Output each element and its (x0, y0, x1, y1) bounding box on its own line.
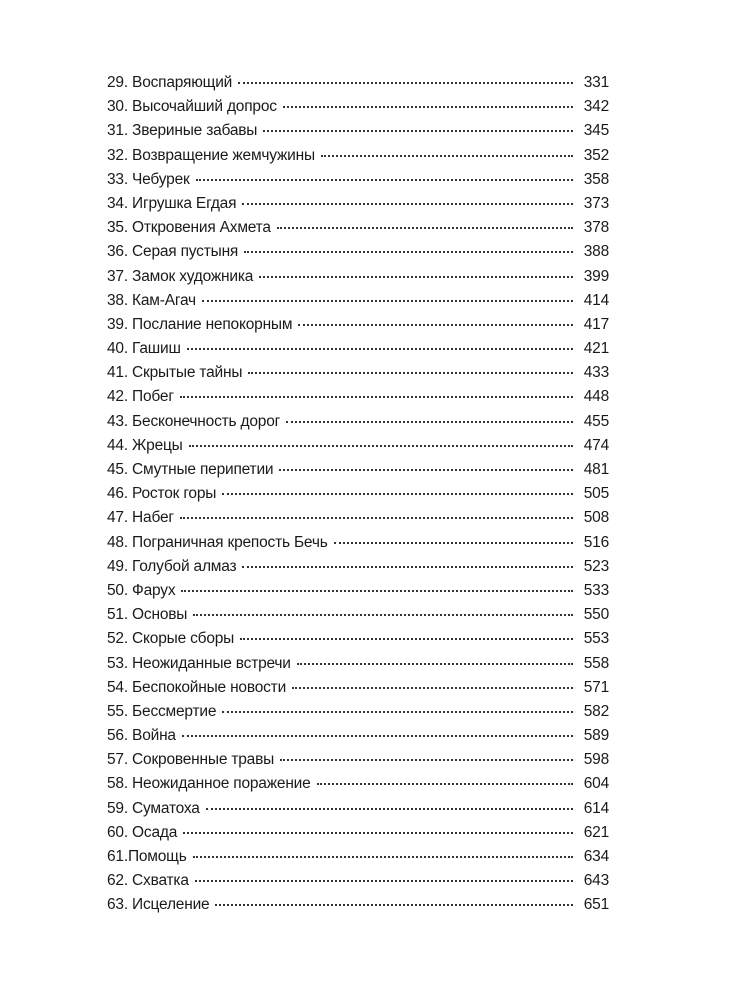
toc-entry (107, 313, 609, 337)
dot-leader (193, 613, 573, 616)
page-number: 505 (583, 485, 609, 503)
page-number: 634 (583, 848, 609, 865)
page-number: 417 (583, 315, 609, 333)
toc-entry (107, 893, 609, 917)
chapter-title: 42. Побег (107, 388, 174, 406)
toc-entry (107, 458, 609, 482)
chapter-title: 56. Война (107, 727, 176, 745)
toc-entry (107, 265, 609, 289)
page-number: 589 (583, 727, 609, 745)
dot-leader (263, 129, 573, 132)
page-number: 331 (583, 74, 609, 91)
chapter-title: 51. Основы (107, 606, 188, 624)
chapter-title: 55. Бессмертие (107, 702, 217, 720)
page-number: 345 (583, 122, 609, 140)
chapter-title: 58. Неожиданное поражение (107, 775, 311, 793)
chapter-title: 54. Беспокойные новости (107, 678, 287, 696)
dot-leader (280, 758, 573, 761)
toc-entry (107, 337, 609, 361)
page-number: 516 (583, 533, 609, 551)
page-number: 388 (583, 243, 609, 261)
toc-entry (107, 71, 609, 95)
dot-leader (292, 686, 573, 689)
toc-entry (107, 845, 609, 869)
toc-entry (107, 410, 609, 434)
page-number: 643 (583, 872, 609, 890)
toc-entry (107, 531, 609, 555)
chapter-title: 44. Жрецы (107, 436, 183, 454)
page-number: 352 (583, 146, 609, 164)
page-number: 399 (583, 267, 609, 285)
dot-leader (195, 879, 573, 882)
dot-leader (317, 782, 573, 785)
chapter-title: 33. Чебурек (107, 170, 190, 188)
page-number: 373 (583, 194, 609, 212)
dot-leader (182, 734, 573, 737)
dot-leader (180, 395, 573, 398)
dot-leader (248, 371, 573, 374)
page-number: 604 (583, 775, 609, 793)
toc-entry (107, 361, 609, 385)
toc-entry (107, 797, 609, 821)
page-number: 421 (583, 340, 609, 358)
chapter-title: 62. Схватка (107, 872, 189, 890)
toc-entry (107, 482, 609, 506)
dot-leader (334, 541, 573, 544)
page-number: 598 (583, 751, 609, 769)
page-number: 571 (583, 678, 609, 696)
toc-entry (107, 772, 609, 796)
page-number: 414 (583, 291, 609, 309)
page-number: 533 (583, 581, 609, 599)
chapter-title: 29. Воспаряющий (107, 74, 233, 91)
chapter-title: 31. Звериные забавы (107, 122, 258, 140)
page-number: 582 (583, 702, 609, 720)
page-number: 448 (583, 388, 609, 406)
page-number: 378 (583, 219, 609, 237)
dot-leader (183, 831, 573, 834)
chapter-title: 37. Замок художника (107, 267, 254, 285)
toc-entry (107, 506, 609, 530)
chapter-title: 52. Скорые сборы (107, 630, 235, 648)
toc-entry (107, 652, 609, 676)
dot-leader (244, 250, 573, 253)
dot-leader (242, 565, 573, 568)
chapter-title: 45. Смутные перипетии (107, 461, 274, 478)
dot-leader (187, 347, 573, 350)
chapter-title: 47. Набег (107, 509, 174, 527)
dot-leader (242, 202, 573, 205)
dot-leader (277, 226, 573, 229)
page-number: 481 (583, 461, 609, 478)
page-number: 474 (583, 436, 609, 454)
page-number: 651 (583, 896, 609, 914)
chapter-title: 48. Пограничная крепость Бечь (107, 533, 328, 551)
chapter-title: 63. Исцеление (107, 896, 210, 914)
chapter-title: 36. Серая пустыня (107, 243, 239, 261)
toc-entry (107, 579, 609, 603)
page-number: 523 (583, 557, 609, 575)
toc-entry (107, 95, 609, 119)
chapter-title: 46. Росток горы (107, 485, 217, 503)
toc-entry (107, 821, 609, 845)
toc-entry (107, 434, 609, 458)
dot-leader (196, 178, 573, 181)
chapter-title: 53. Неожиданные встречи (107, 654, 291, 672)
dot-leader (286, 420, 573, 423)
page-number: 553 (583, 630, 609, 648)
chapter-title: 57. Сокровенные травы (107, 751, 275, 769)
toc-entry (107, 216, 609, 240)
chapter-title: 50. Фарух (107, 581, 176, 599)
dot-leader (189, 444, 573, 447)
dot-leader (298, 323, 573, 326)
toc-entry (107, 289, 609, 313)
toc-entry (107, 869, 609, 893)
dot-leader (259, 275, 573, 278)
dot-leader (297, 662, 573, 665)
toc-entry (107, 168, 609, 192)
page-number: 621 (583, 823, 609, 841)
dot-leader (222, 492, 573, 495)
chapter-title: 43. Бесконечность дорог (107, 412, 281, 430)
dot-leader (279, 468, 573, 471)
page-number: 614 (583, 799, 609, 817)
dot-leader (180, 516, 573, 519)
chapter-title: 34. Игрушка Егдая (107, 194, 237, 212)
dot-leader (206, 807, 573, 810)
chapter-title: 32. Возвращение жемчужины (107, 146, 315, 164)
toc-entry (107, 192, 609, 216)
page-number: 455 (583, 412, 609, 430)
dot-leader (238, 81, 573, 84)
chapter-title: 49. Голубой алмаз (107, 557, 237, 575)
page-number: 342 (583, 98, 609, 116)
chapter-title: 60. Осада (107, 823, 178, 841)
dot-leader (321, 154, 573, 157)
chapter-title: 35. Откровения Ахмета (107, 219, 271, 237)
chapter-title: 30. Высочайший допрос (107, 98, 277, 116)
toc-entry (107, 724, 609, 748)
toc-entry (107, 627, 609, 651)
toc-entry (107, 385, 609, 409)
dot-leader (240, 637, 573, 640)
dot-leader (193, 855, 573, 858)
chapter-title: 39. Послание непокорным (107, 315, 293, 333)
toc-entry (107, 144, 609, 168)
toc-entry (107, 676, 609, 700)
dot-leader (202, 299, 573, 302)
page-number: 433 (583, 364, 609, 382)
toc-entry (107, 748, 609, 772)
dot-leader (283, 105, 573, 108)
chapter-title: 59. Суматоха (107, 799, 200, 817)
page-number: 558 (583, 654, 609, 672)
chapter-title: 61.Помощь (107, 848, 187, 865)
dot-leader (215, 903, 573, 906)
toc-entry (107, 240, 609, 264)
chapter-title: 40. Гашиш (107, 340, 181, 358)
page-number: 358 (583, 170, 609, 188)
chapter-title: 41. Скрытые тайны (107, 364, 243, 382)
page-number: 508 (583, 509, 609, 527)
table-of-contents (107, 71, 609, 918)
toc-entry (107, 119, 609, 143)
toc-entry (107, 555, 609, 579)
dot-leader (222, 710, 573, 713)
toc-entry (107, 603, 609, 627)
page-number: 550 (583, 606, 609, 624)
chapter-title: 38. Кам-Агач (107, 291, 196, 309)
toc-entry (107, 700, 609, 724)
dot-leader (181, 589, 573, 592)
